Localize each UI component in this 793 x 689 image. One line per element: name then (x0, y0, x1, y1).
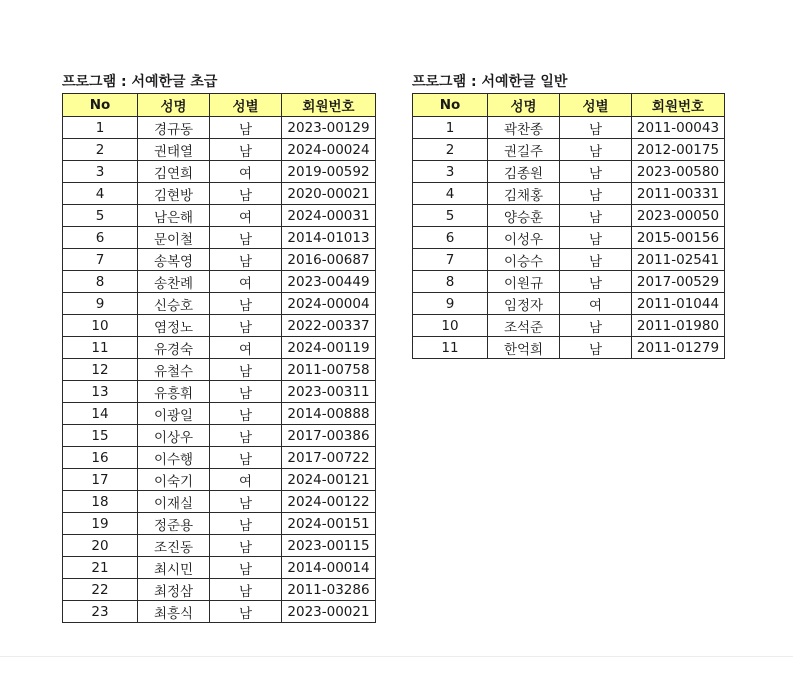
cell-gender: 남 (560, 271, 632, 293)
cell-no: 19 (63, 513, 138, 535)
header-gender: 성별 (560, 94, 632, 117)
table-row (63, 447, 376, 469)
cell-gender: 남 (560, 117, 632, 139)
cell-no: 2 (63, 139, 138, 161)
cell-gender: 남 (210, 579, 282, 601)
cell-no: 21 (63, 557, 138, 579)
table-row (413, 205, 725, 227)
table-row (413, 161, 725, 183)
table-header-row (63, 94, 376, 117)
header-member-id: 회원번호 (282, 94, 376, 117)
cell-no: 12 (63, 359, 138, 381)
cell-member-id: 2024-00122 (282, 491, 376, 513)
cell-no: 22 (63, 579, 138, 601)
cell-no: 5 (63, 205, 138, 227)
cell-member-id: 2014-00888 (282, 403, 376, 425)
cell-no: 16 (63, 447, 138, 469)
table-row (413, 293, 725, 315)
cell-member-id: 2011-01044 (632, 293, 725, 315)
table-row (63, 249, 376, 271)
cell-name: 김연희 (138, 161, 210, 183)
cell-member-id: 2011-00758 (282, 359, 376, 381)
cell-member-id: 2023-00449 (282, 271, 376, 293)
cell-gender: 남 (560, 139, 632, 161)
cell-member-id: 2012-00175 (632, 139, 725, 161)
table-row (413, 139, 725, 161)
cell-member-id: 2017-00529 (632, 271, 725, 293)
table-row (413, 227, 725, 249)
cell-no: 11 (413, 337, 488, 359)
cell-no: 7 (413, 249, 488, 271)
cell-name: 조진동 (138, 535, 210, 557)
section-title: 프로그램 : 서예한글 초급 (62, 74, 218, 90)
member-table-beginner (62, 93, 376, 623)
header-member-id: 회원번호 (632, 94, 725, 117)
cell-name: 권태열 (138, 139, 210, 161)
cell-no: 9 (63, 293, 138, 315)
cell-no: 2 (413, 139, 488, 161)
cell-gender: 여 (210, 271, 282, 293)
table-row (63, 183, 376, 205)
cell-name: 임정자 (488, 293, 560, 315)
cell-gender: 남 (210, 381, 282, 403)
table-row (63, 425, 376, 447)
cell-gender: 남 (560, 315, 632, 337)
table-header-row (413, 94, 725, 117)
table-row (63, 271, 376, 293)
cell-no: 9 (413, 293, 488, 315)
table-body (63, 117, 376, 623)
cell-gender: 남 (210, 447, 282, 469)
table-row (63, 139, 376, 161)
cell-gender: 남 (210, 425, 282, 447)
table-row (63, 535, 376, 557)
cell-member-id: 2024-00004 (282, 293, 376, 315)
table-body (413, 117, 725, 359)
cell-no: 13 (63, 381, 138, 403)
cell-no: 14 (63, 403, 138, 425)
cell-no: 3 (413, 161, 488, 183)
table-row (63, 293, 376, 315)
cell-member-id: 2022-00337 (282, 315, 376, 337)
cell-name: 이상우 (138, 425, 210, 447)
cell-no: 18 (63, 491, 138, 513)
section-general (412, 71, 725, 359)
page-bottom-line (0, 656, 793, 657)
cell-member-id: 2023-00129 (282, 117, 376, 139)
cell-name: 이수행 (138, 447, 210, 469)
cell-no: 3 (63, 161, 138, 183)
cell-gender: 남 (210, 315, 282, 337)
cell-no: 4 (63, 183, 138, 205)
table-row (63, 469, 376, 491)
cell-no: 11 (63, 337, 138, 359)
cell-name: 이숙기 (138, 469, 210, 491)
cell-member-id: 2024-00024 (282, 139, 376, 161)
cell-gender: 여 (210, 469, 282, 491)
table-row (413, 337, 725, 359)
table-row (63, 601, 376, 623)
cell-gender: 남 (210, 183, 282, 205)
cell-name: 유흥휘 (138, 381, 210, 403)
cell-name: 조석준 (488, 315, 560, 337)
cell-member-id: 2011-01279 (632, 337, 725, 359)
cell-gender: 남 (210, 557, 282, 579)
table-row (63, 337, 376, 359)
header-name: 성명 (488, 94, 560, 117)
table-row (63, 557, 376, 579)
cell-no: 15 (63, 425, 138, 447)
cell-name: 이재실 (138, 491, 210, 513)
cell-name: 이성우 (488, 227, 560, 249)
cell-name: 최정삼 (138, 579, 210, 601)
table-row (63, 117, 376, 139)
cell-gender: 남 (560, 337, 632, 359)
cell-member-id: 2024-00121 (282, 469, 376, 491)
table-row (413, 315, 725, 337)
cell-gender: 남 (210, 513, 282, 535)
table-row (63, 381, 376, 403)
cell-member-id: 2023-00115 (282, 535, 376, 557)
cell-name: 최흥식 (138, 601, 210, 623)
cell-gender: 남 (210, 249, 282, 271)
cell-no: 4 (413, 183, 488, 205)
cell-gender: 남 (560, 249, 632, 271)
header-gender: 성별 (210, 94, 282, 117)
cell-member-id: 2023-00021 (282, 601, 376, 623)
cell-no: 5 (413, 205, 488, 227)
cell-name: 유경숙 (138, 337, 210, 359)
table-row (63, 513, 376, 535)
cell-no: 7 (63, 249, 138, 271)
cell-gender: 여 (560, 293, 632, 315)
cell-name: 최시민 (138, 557, 210, 579)
cell-name: 정준용 (138, 513, 210, 535)
cell-member-id: 2016-00687 (282, 249, 376, 271)
cell-name: 염정노 (138, 315, 210, 337)
cell-no: 20 (63, 535, 138, 557)
cell-name: 유철수 (138, 359, 210, 381)
cell-gender: 남 (210, 491, 282, 513)
cell-no: 10 (413, 315, 488, 337)
cell-gender: 남 (560, 161, 632, 183)
cell-gender: 남 (210, 535, 282, 557)
cell-name: 송찬례 (138, 271, 210, 293)
cell-member-id: 2014-00014 (282, 557, 376, 579)
cell-gender: 남 (210, 403, 282, 425)
cell-member-id: 2011-00331 (632, 183, 725, 205)
cell-gender: 남 (560, 205, 632, 227)
cell-member-id: 2017-00722 (282, 447, 376, 469)
cell-no: 23 (63, 601, 138, 623)
member-table-general (412, 93, 725, 359)
cell-name: 이광일 (138, 403, 210, 425)
table-row (63, 315, 376, 337)
cell-no: 6 (63, 227, 138, 249)
cell-name: 이원규 (488, 271, 560, 293)
cell-name: 김현방 (138, 183, 210, 205)
cell-name: 송복영 (138, 249, 210, 271)
cell-name: 경규동 (138, 117, 210, 139)
cell-member-id: 2024-00031 (282, 205, 376, 227)
cell-member-id: 2024-00119 (282, 337, 376, 359)
cell-member-id: 2023-00050 (632, 205, 725, 227)
cell-no: 17 (63, 469, 138, 491)
cell-member-id: 2011-02541 (632, 249, 725, 271)
header-no: No (63, 94, 138, 117)
table-row (63, 491, 376, 513)
table-row (413, 117, 725, 139)
table-row (63, 359, 376, 381)
table-row (413, 249, 725, 271)
cell-no: 1 (63, 117, 138, 139)
cell-gender: 여 (210, 161, 282, 183)
cell-member-id: 2011-00043 (632, 117, 725, 139)
table-row (63, 205, 376, 227)
table-row (63, 161, 376, 183)
cell-name: 곽찬종 (488, 117, 560, 139)
header-name: 성명 (138, 94, 210, 117)
table-row (63, 579, 376, 601)
cell-member-id: 2011-01980 (632, 315, 725, 337)
cell-gender: 남 (210, 293, 282, 315)
cell-name: 신승호 (138, 293, 210, 315)
cell-no: 10 (63, 315, 138, 337)
cell-gender: 남 (560, 183, 632, 205)
cell-member-id: 2019-00592 (282, 161, 376, 183)
cell-member-id: 2020-00021 (282, 183, 376, 205)
table-row (63, 403, 376, 425)
cell-gender: 남 (560, 227, 632, 249)
cell-no: 6 (413, 227, 488, 249)
cell-name: 이승수 (488, 249, 560, 271)
header-no: No (413, 94, 488, 117)
table-row (63, 227, 376, 249)
cell-member-id: 2011-03286 (282, 579, 376, 601)
cell-no: 8 (413, 271, 488, 293)
cell-gender: 남 (210, 601, 282, 623)
cell-name: 김채홍 (488, 183, 560, 205)
cell-name: 문이철 (138, 227, 210, 249)
cell-name: 양승훈 (488, 205, 560, 227)
cell-name: 남은해 (138, 205, 210, 227)
cell-member-id: 2023-00311 (282, 381, 376, 403)
cell-no: 1 (413, 117, 488, 139)
cell-member-id: 2023-00580 (632, 161, 725, 183)
cell-name: 김종원 (488, 161, 560, 183)
cell-gender: 남 (210, 359, 282, 381)
cell-gender: 남 (210, 117, 282, 139)
cell-member-id: 2014-01013 (282, 227, 376, 249)
cell-gender: 여 (210, 337, 282, 359)
section-title: 프로그램 : 서예한글 일반 (412, 74, 568, 90)
cell-no: 8 (63, 271, 138, 293)
section-beginner (62, 71, 376, 623)
cell-gender: 여 (210, 205, 282, 227)
cell-name: 한억희 (488, 337, 560, 359)
cell-gender: 남 (210, 227, 282, 249)
cell-member-id: 2017-00386 (282, 425, 376, 447)
cell-member-id: 2024-00151 (282, 513, 376, 535)
cell-member-id: 2015-00156 (632, 227, 725, 249)
table-row (413, 183, 725, 205)
table-row (413, 271, 725, 293)
cell-gender: 남 (210, 139, 282, 161)
cell-name: 권길주 (488, 139, 560, 161)
